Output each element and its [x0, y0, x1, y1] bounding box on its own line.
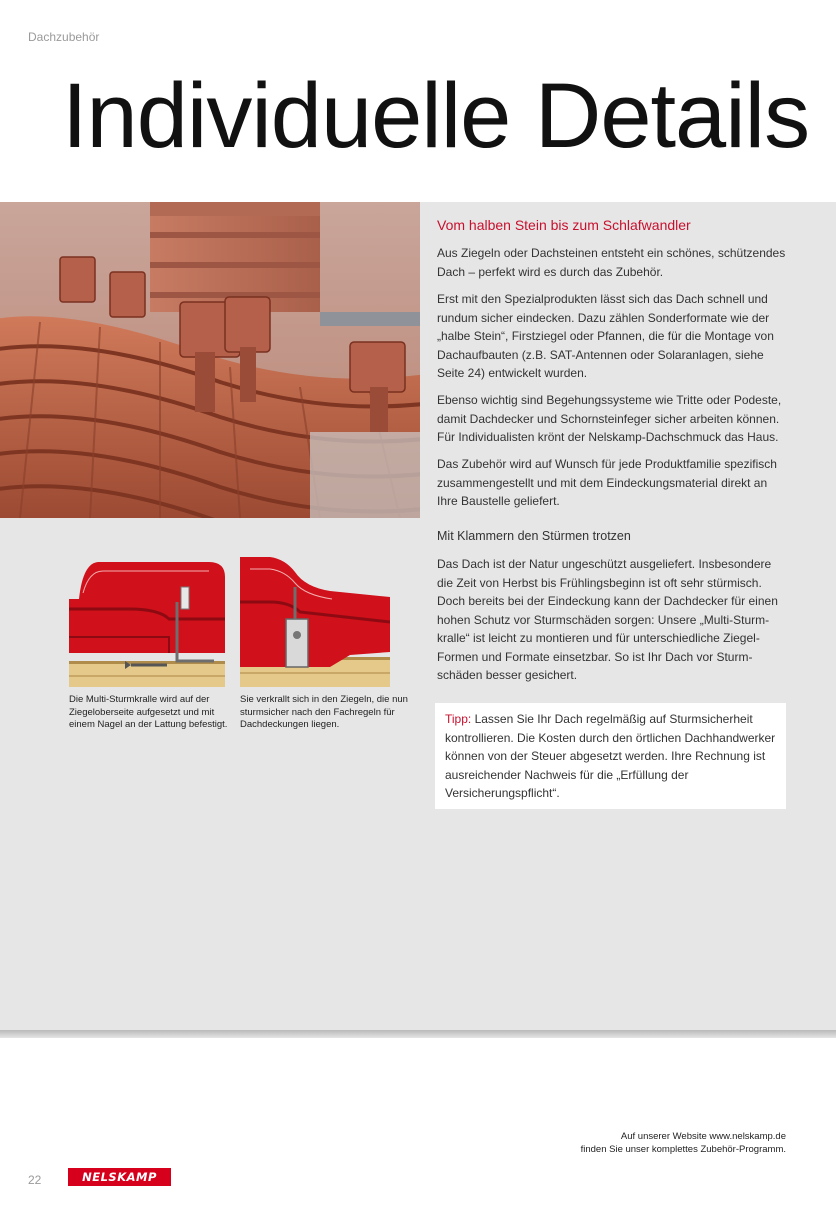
tip-label: Tipp: — [445, 712, 472, 726]
tip-text: Lassen Sie Ihr Dach regelmäßig auf Sturmsicherheit kontrollieren. Die Kosten durch den örtlichen Dachhandwerker können von der Steuer abgesetzt werden. Ihre Rechnung ist ausreichender Nachweis für die „Erfüllung der Versicherungspflicht“. — [445, 712, 776, 800]
page-title: Individuelle Details — [62, 65, 810, 167]
storm-paragraph: Das Dach ist der Natur ungeschützt ausgeliefert. Insbesondere die Zeit von Herbst bis Frühlingsbeginn ist oft sehr stürmisch. Doch bereits bei der Eindeckung kann der Dachdecker für einen hohen Schutz vor Sturmschäden sorgen: Unsere „Multi-Sturmkralle“ ist leicht zu montieren und für unterschiedliche Ziegel-Formen und Formate einsetzbar. So ist Ihr Dach vor Sturmschäden besser gesichert. — [437, 557, 778, 682]
panel-shadow — [0, 1030, 836, 1038]
intro-paragraph-2: Erst mit den Spezialprodukten lässt sich das Dach schnell und rundum sicher eindecken. Dazu zählen Sonderformate wie der „halbe Stein“, Firstziegel oder Pfannen, die für die Montage von Dachaufbauten (z.B. SAT-Antennen oder Solaranlagen, siehe Seite 24) entwickelt wurden. — [437, 292, 774, 380]
footer-note-line-2: finden Sie unser komplettes Zubehör-Programm. — [580, 1144, 786, 1155]
nelskamp-logo: NELSKAMP — [68, 1168, 171, 1186]
intro-paragraph-1: Aus Ziegeln oder Dachsteinen entsteht ein schönes, schützendes Dach – perfekt wird es durch das Zubehör. — [437, 246, 786, 279]
intro-paragraph-4: Das Zubehör wird auf Wunsch für jede Produktfamilie spezifisch zusammengestellt und mit dem Eindeckungsmaterial direkt an Ihre Baustelle geliefert. — [437, 457, 777, 508]
diagram-left-caption: Die Multi-Sturmkralle wird auf der Ziegeloberseite aufgesetzt und mit einem Nagel an der Lattung befestigt. — [69, 694, 228, 730]
footer-note-line-1: Auf unserer Website www.nelskamp.de — [620, 1131, 786, 1142]
section-label: Dachzubehör — [28, 30, 100, 44]
intro-heading: Vom halben Stein bis zum Schlafwandler — [437, 217, 691, 233]
page-number: 22 — [28, 1173, 42, 1187]
storm-clamp-diagram-left — [69, 557, 225, 687]
intro-paragraph-3: Ebenso wichtig sind Begehungssysteme wie Tritte oder Podeste, damit Dachdecker und Schornsteinfeger sicher arbeiten können. Für Individualisten krönt der Nelskamp-Dachschmuck das Haus. — [437, 393, 782, 444]
footer-note — [581, 1130, 786, 1156]
storm-heading: Mit Klammern den Stürmen trotzen — [437, 529, 631, 543]
roof-tiles-photo — [0, 202, 420, 518]
diagram-right-caption: Sie verkrallt sich in den Ziegeln, die nun sturmsicher nach den Fachregeln für Dachdeckungen liegen. — [240, 694, 408, 730]
storm-clamp-diagram-right — [240, 557, 390, 687]
tip-box — [435, 703, 786, 809]
